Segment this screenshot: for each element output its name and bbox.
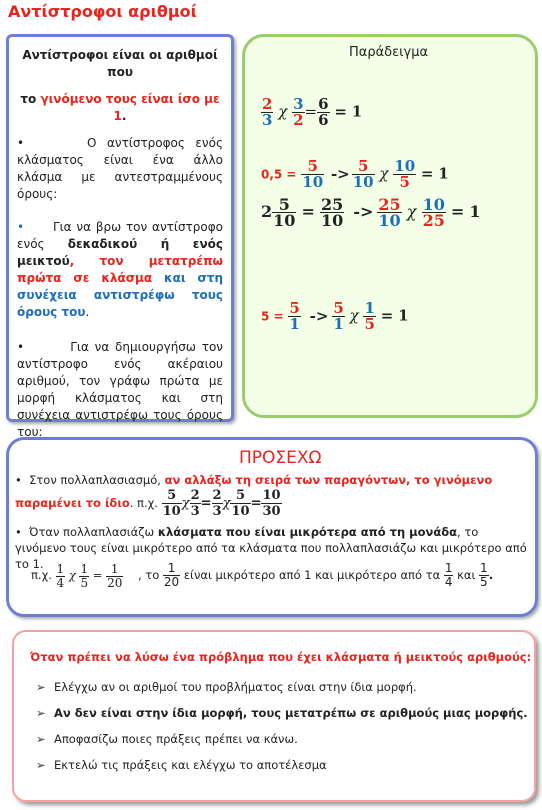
steps-heading: Όταν πρέπει να λύσω ένα πρόβλημα που έχει κλάσματα ή μεικτούς αριθμούς: xyxy=(30,650,532,664)
example-box xyxy=(242,34,538,418)
steps-box xyxy=(12,630,536,802)
definition-bullet-2: • Για να βρω τον αντίστροφο ενός δεκαδικού ή ενός μεικτού, τον μετατρέπω πρώτα σε κλάσμα και στη συνέχεια αντιστρέφω τους όρους του. xyxy=(17,220,223,319)
attention-heading: ΠΡΟΣΕΧΩ xyxy=(239,448,322,468)
attention-box xyxy=(6,437,538,617)
bullet-icon: • xyxy=(15,473,30,487)
attention-bullet-2: • Όταν πολλαπλασιάζω κλάσματα που είναι μικρότερα από τη μονάδα, το γινόμενο τους είναι μικρότερο από τα κλάσματα που πολλαπλασιάζω και μικρότερο από το 1. xyxy=(15,525,527,571)
arrow-right-icon: ➢ xyxy=(36,680,46,694)
step-item: ➢ Ελέγχω αν οι αριθμοί του προβλήματος είναι στην ίδια μορφή. xyxy=(36,680,417,694)
example-2: 0,5 = $\frac{5}{10}$ -> $\frac{5}{10}$ χ $\frac{10}{5}$ = 1 xyxy=(261,157,449,191)
arrow-right-icon: ➢ xyxy=(36,706,46,720)
definition-line1: Αντίστροφοι είναι οι αριθμοί που xyxy=(22,48,218,79)
example-4: 5 = $\frac{5}{1}$ -> $\frac{5}{1}$ χ $\frac{1}{5}$ = 1 xyxy=(261,299,409,333)
definition-line2: το γινόμενο τους είναι ίσο με 1. xyxy=(20,92,220,123)
bullet-icon: • xyxy=(17,340,71,354)
step-item: ➢ Αν δεν είναι στην ίδια μορφή, τους μετατρέπω σε αριθμούς μιας μορφής. xyxy=(36,706,528,720)
arrow-right-icon: ➢ xyxy=(36,732,46,746)
definition-bullet-1: • Ο αντίστροφος ενός κλάσματος είναι ένα άλλο κλάσμα με αντεστραμμένους όρους: xyxy=(17,136,223,201)
example-heading: Παράδειγμα xyxy=(349,45,429,60)
arrow-right-icon: ➢ xyxy=(36,758,46,772)
attention-example: π.χ. $\frac{1}{4}$ χ $\frac{1}{5}$ = $\frac{1}{20}$ , το $\frac{1}{20}$ είναι μικρότερο από 1 και μικρότερο από τα $\frac{1}{4}$ και $\frac{1}{5}$ . xyxy=(31,561,494,590)
example-1: $\frac{2}{3}$ χ $\frac{3}{2}$ = $\frac{6}{6}$ = 1 xyxy=(262,95,363,129)
bullet-icon: • xyxy=(17,220,53,234)
step-item: ➢ Αποφασίζω ποιες πράξεις πρέπει να κάνω. xyxy=(36,732,298,746)
bullet-icon: • xyxy=(17,136,88,150)
bullet-icon: • xyxy=(15,525,30,539)
example-3: 2 $\frac{5}{10}$ = $\frac{25}{10}$ -> $\frac{25}{10}$ χ $\frac{10}{25}$ = 1 xyxy=(261,195,481,230)
step-item: ➢ Εκτελώ τις πράξεις και ελέγχω το αποτέλεσμα xyxy=(36,758,327,772)
definition-box xyxy=(6,34,234,439)
page-title: Αντίστροφοι αριθμοί xyxy=(8,2,197,21)
attention-bullet-1: • Στον πολλαπλασιασμό, αν αλλάξω τη σειρά των παραγόντων, το γινόμενο παραμένει το ίδιο. π.χ. $\frac{5}{10}$ χ $\frac{2}{3}$ = $\frac{2}{3}$ χ $\frac{5}{10}$ = $\frac{10}{30}$ xyxy=(15,473,493,519)
definition-bullet-3: • Για να δημιουργήσω τον αντίστροφο ενός ακέραιου αριθμού, τον γράφω πρώτα με μορφή κλάσματος και στη συνέχεια αντιστρέφω τους όρους του: xyxy=(17,340,224,439)
